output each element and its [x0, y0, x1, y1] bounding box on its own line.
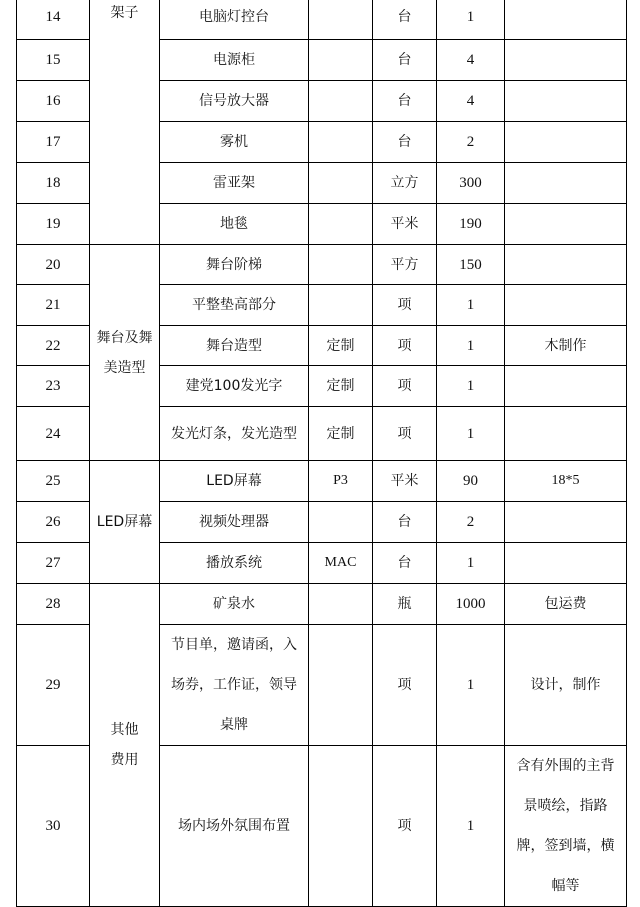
item-qty: 4 — [437, 81, 505, 122]
row-number: 27 — [17, 543, 90, 584]
item-note — [505, 366, 627, 407]
item-note — [505, 502, 627, 543]
item-name: 雷亚架 — [160, 163, 309, 204]
row-number: 30 — [17, 746, 90, 907]
item-note: 木制作 — [505, 326, 627, 366]
item-spec — [309, 584, 373, 625]
item-unit: 项 — [373, 625, 437, 746]
item-name: 雾机 — [160, 122, 309, 163]
item-qty: 1 — [437, 0, 505, 40]
item-name: 发光灯条，发光造型 — [160, 407, 309, 461]
item-spec: 定制 — [309, 407, 373, 461]
item-spec — [309, 204, 373, 245]
item-spec — [309, 0, 373, 40]
item-note: 设计，制作 — [505, 625, 627, 746]
item-qty: 2 — [437, 502, 505, 543]
item-qty: 1 — [437, 326, 505, 366]
item-unit: 平米 — [373, 204, 437, 245]
item-qty: 4 — [437, 40, 505, 81]
row-number: 18 — [17, 163, 90, 204]
row-number: 26 — [17, 502, 90, 543]
item-spec — [309, 625, 373, 746]
category-cell: LED屏幕 — [90, 461, 160, 584]
item-qty: 1 — [437, 285, 505, 326]
item-spec — [309, 40, 373, 81]
item-note — [505, 0, 627, 40]
item-spec — [309, 245, 373, 285]
row-number: 16 — [17, 81, 90, 122]
item-note: 包运费 — [505, 584, 627, 625]
item-unit: 瓶 — [373, 584, 437, 625]
item-name: 舞台造型 — [160, 326, 309, 366]
row-number: 21 — [17, 285, 90, 326]
row-number: 15 — [17, 40, 90, 81]
row-number: 17 — [17, 122, 90, 163]
item-qty: 1 — [437, 407, 505, 461]
item-note — [505, 81, 627, 122]
item-spec — [309, 122, 373, 163]
row-number: 23 — [17, 366, 90, 407]
item-spec — [309, 285, 373, 326]
item-spec — [309, 502, 373, 543]
item-qty: 190 — [437, 204, 505, 245]
item-unit: 台 — [373, 502, 437, 543]
item-note — [505, 543, 627, 584]
row-number: 22 — [17, 326, 90, 366]
item-name: 电源柜 — [160, 40, 309, 81]
item-name: 电脑灯控台 — [160, 0, 309, 40]
item-note — [505, 245, 627, 285]
row-number: 24 — [17, 407, 90, 461]
row-number: 20 — [17, 245, 90, 285]
item-qty: 2 — [437, 122, 505, 163]
item-spec — [309, 746, 373, 907]
item-note — [505, 163, 627, 204]
row-number: 14 — [17, 0, 90, 40]
item-note — [505, 204, 627, 245]
item-unit: 台 — [373, 0, 437, 40]
item-unit: 台 — [373, 543, 437, 584]
item-qty: 150 — [437, 245, 505, 285]
item-unit: 台 — [373, 122, 437, 163]
table-row — [17, 245, 627, 285]
item-spec — [309, 81, 373, 122]
item-spec — [309, 163, 373, 204]
table-row — [17, 0, 627, 40]
item-qty: 1 — [437, 746, 505, 907]
category-cell: 架子 — [90, 0, 160, 245]
item-name: 场内场外氛围布置 — [160, 746, 309, 907]
equipment-table — [16, 0, 627, 907]
table-row — [17, 461, 627, 502]
item-note: 含有外围的主背景喷绘，指路牌，签到墙，横幅等 — [505, 746, 627, 907]
item-qty: 1 — [437, 543, 505, 584]
item-name: 舞台阶梯 — [160, 245, 309, 285]
item-spec: P3 — [309, 461, 373, 502]
item-unit: 项 — [373, 746, 437, 907]
item-qty: 90 — [437, 461, 505, 502]
item-note — [505, 285, 627, 326]
item-note: 18*5 — [505, 461, 627, 502]
item-name: LED屏幕 — [160, 461, 309, 502]
item-unit: 项 — [373, 407, 437, 461]
item-unit: 项 — [373, 366, 437, 407]
item-name: 视频处理器 — [160, 502, 309, 543]
row-number: 25 — [17, 461, 90, 502]
item-note — [505, 407, 627, 461]
category-cell: 其他费用 — [90, 584, 160, 907]
row-number: 29 — [17, 625, 90, 746]
item-qty: 1 — [437, 625, 505, 746]
item-name: 播放系统 — [160, 543, 309, 584]
item-name: 地毯 — [160, 204, 309, 245]
item-note — [505, 122, 627, 163]
item-unit: 台 — [373, 81, 437, 122]
item-name: 节目单，邀请函，入场券，工作证，领导桌牌 — [160, 625, 309, 746]
category-cell: 舞台及舞美造型 — [90, 245, 160, 461]
row-number: 28 — [17, 584, 90, 625]
item-name: 信号放大器 — [160, 81, 309, 122]
item-qty: 1000 — [437, 584, 505, 625]
row-number: 19 — [17, 204, 90, 245]
item-unit: 项 — [373, 326, 437, 366]
item-note — [505, 40, 627, 81]
item-unit: 项 — [373, 285, 437, 326]
item-name: 建党100发光字 — [160, 366, 309, 407]
table-row — [17, 584, 627, 625]
item-name: 平整垫高部分 — [160, 285, 309, 326]
item-unit: 平米 — [373, 461, 437, 502]
item-name: 矿泉水 — [160, 584, 309, 625]
item-unit: 台 — [373, 40, 437, 81]
item-qty: 1 — [437, 366, 505, 407]
item-unit: 立方 — [373, 163, 437, 204]
item-unit: 平方 — [373, 245, 437, 285]
item-spec: MAC — [309, 543, 373, 584]
item-spec: 定制 — [309, 326, 373, 366]
item-spec: 定制 — [309, 366, 373, 407]
item-qty: 300 — [437, 163, 505, 204]
